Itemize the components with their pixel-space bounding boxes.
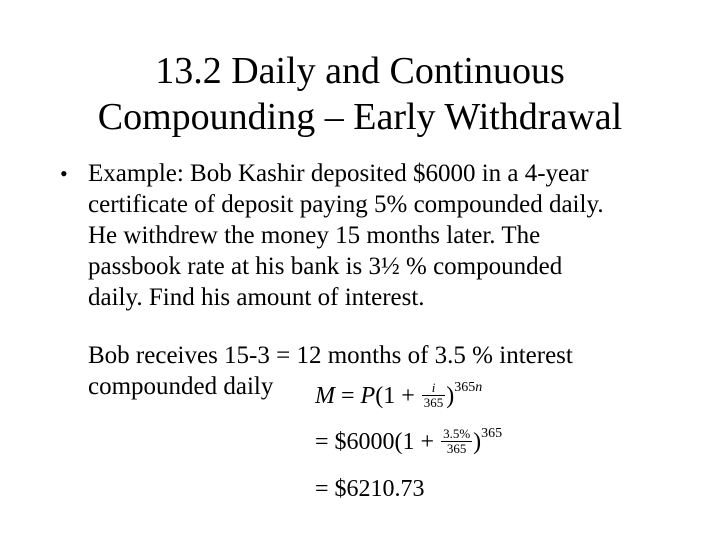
slide-title	[40, 48, 680, 140]
formula-P: P	[360, 383, 376, 409]
formula-line-3	[315, 476, 425, 503]
title-line-1: 13.2 Daily and Continuous	[155, 50, 565, 92]
formula-equals-1: =	[341, 383, 355, 409]
bullet-mark: •	[60, 161, 68, 186]
slide-body	[60, 158, 710, 313]
formula-close-2: )	[473, 429, 482, 455]
bullet-line-5: daily. Find his amount of interest.	[88, 284, 425, 311]
fraction-denominator: 365	[423, 394, 444, 410]
answer-line-2: compounded daily	[88, 373, 274, 400]
exponent-number: 365	[454, 380, 476, 395]
formula-result: $6210.73	[334, 476, 425, 502]
formula-exponent-1	[454, 380, 482, 395]
formula-exponent-2: 365	[481, 426, 503, 441]
bullet-line-2: certificate of deposit paying 5% compounded daily.	[88, 191, 604, 218]
formula-equals-2: =	[315, 429, 329, 455]
bullet-line-1: Example: Bob Kashir deposited $6000 in a 4-year	[88, 160, 589, 187]
bullet-line-3: He withdrew the money 15 months later. The	[88, 222, 541, 249]
formula-close-1: )	[446, 383, 455, 409]
formula-line-2	[315, 426, 502, 458]
title-line-2: Compounding – Early Withdrawal	[97, 96, 623, 138]
fraction-numerator: i	[422, 381, 446, 396]
fraction-numerator: 3.5%	[443, 425, 471, 441]
fraction-denominator: 365	[446, 440, 467, 456]
bullet-line-4: passbook rate at his bank is 3½ % compounded	[88, 253, 563, 280]
formula-open-1: (1 +	[375, 383, 415, 409]
formula-principal: $6000	[334, 429, 395, 455]
formula-M: M	[315, 383, 335, 409]
fraction-rate-over-365	[441, 427, 472, 456]
formula-equals-3: =	[315, 476, 329, 502]
formula-line-1	[315, 380, 482, 412]
answer-line-1: Bob receives 15-3 = 12 months of 3.5 % interest	[88, 342, 573, 369]
formula-open-2: (1 +	[394, 429, 435, 455]
fraction-i-over-365	[422, 381, 446, 410]
exponent-variable: n	[475, 380, 483, 395]
bullet-item	[60, 158, 710, 313]
